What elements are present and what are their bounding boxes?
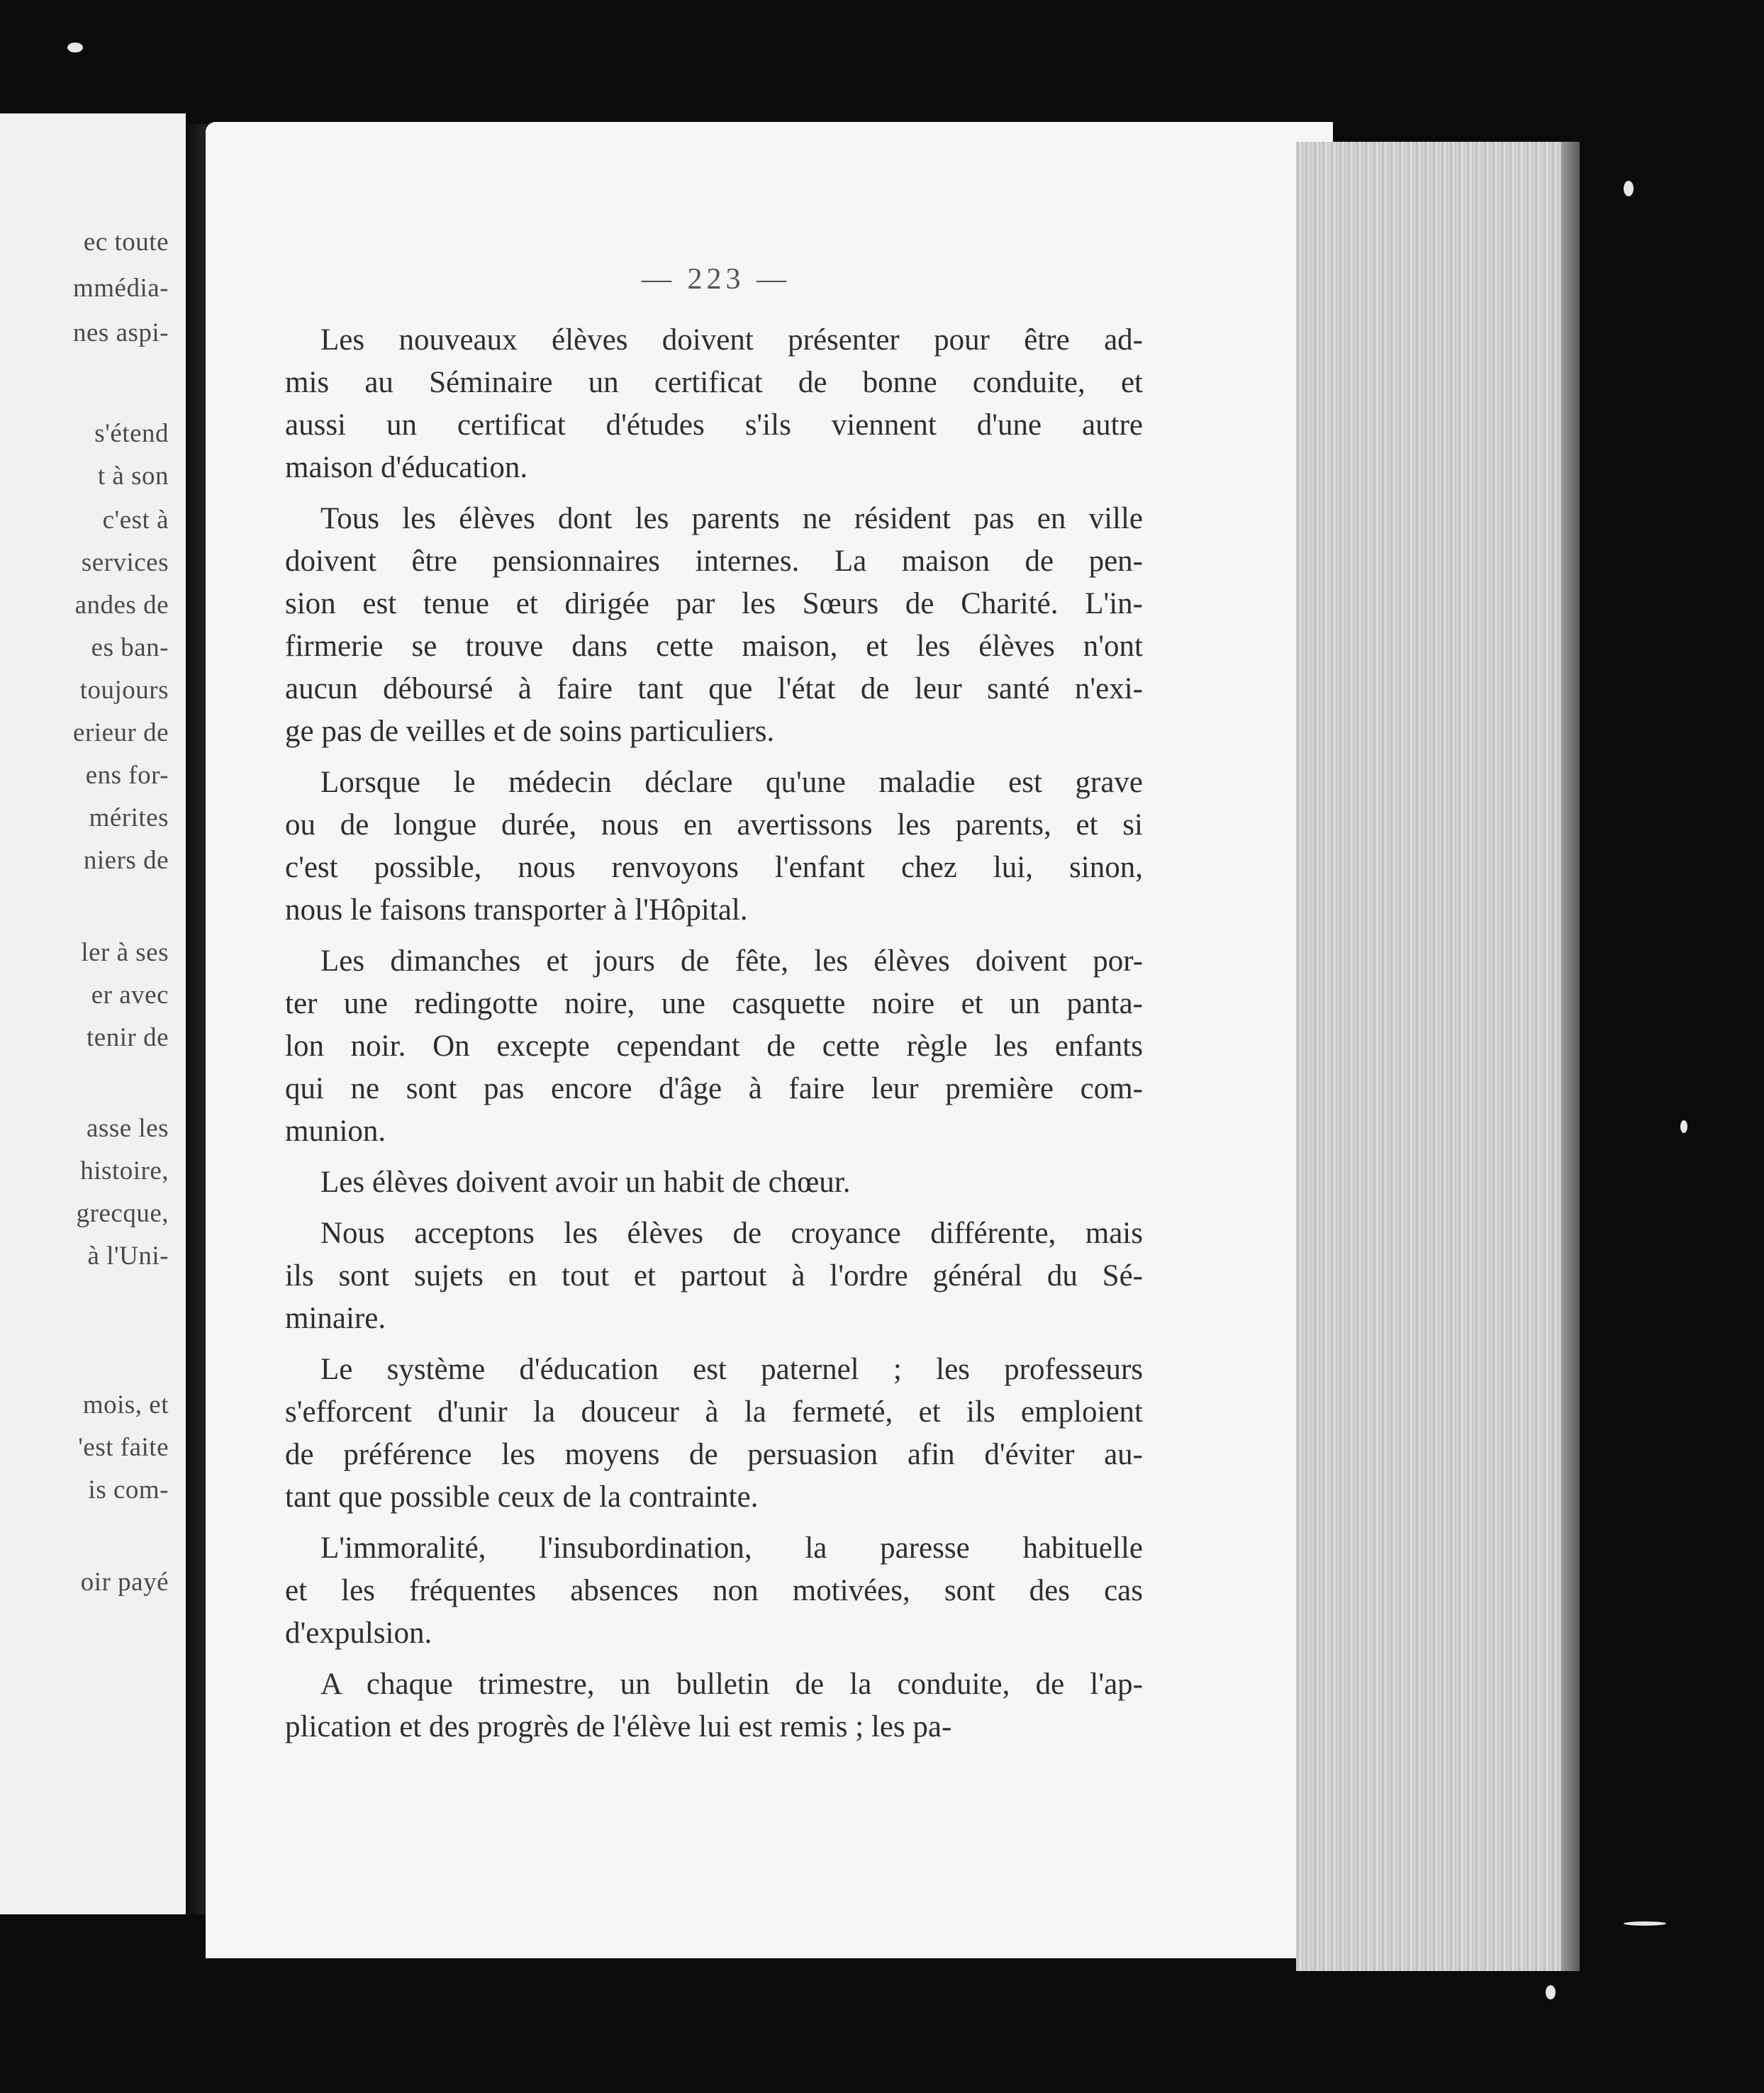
scan-speck	[1680, 1120, 1687, 1133]
left-page-fragment: 'est faite	[78, 1433, 169, 1462]
left-page-fragment: erieur de	[73, 718, 169, 747]
page-edges	[1296, 142, 1580, 1971]
paragraph	[285, 498, 1143, 753]
text-line: de préférence les moyens de persuasion afin d'éviter au-	[285, 1438, 1143, 1471]
left-page-fragment: histoire,	[80, 1156, 169, 1185]
text-line: Les élèves doivent avoir un habit de chœur.	[320, 1166, 851, 1199]
left-page-fragment: ens for-	[85, 761, 169, 790]
left-page-fragment: mois, et	[82, 1390, 169, 1419]
paragraph	[285, 1161, 1143, 1204]
left-page	[0, 113, 186, 1914]
text-line: munion.	[285, 1115, 386, 1148]
left-page-fragment: er avec	[91, 981, 169, 1010]
text-line: tant que possible ceux de la contrainte.	[285, 1480, 759, 1514]
text-line: mis au Séminaire un certificat de bonne conduite, et	[285, 366, 1143, 399]
text-line: ou de longue durée, nous en avertissons les parents, et si	[285, 808, 1143, 842]
left-page-fragment: s'étend	[94, 419, 169, 448]
text-line: s'efforcent d'unir la douceur à la fermeté, et ils emploient	[285, 1395, 1143, 1429]
text-line: Le système d'éducation est paternel ; les professeurs	[320, 1353, 1143, 1386]
text-line: ge pas de veilles et de soins particuliers.	[285, 715, 775, 748]
text-line: lon noir. On excepte cependant de cette règle les enfants	[285, 1029, 1143, 1063]
left-page-fragment: tenir de	[86, 1023, 169, 1052]
left-page-fragment: mmédia-	[72, 274, 169, 303]
paragraph	[285, 761, 1143, 932]
left-page-fragment: toujours	[79, 676, 169, 705]
left-page-fragment: mérites	[89, 803, 169, 832]
paragraph	[285, 940, 1143, 1153]
text-line: plication et des progrès de l'élève lui est remis ; les pa-	[285, 1710, 952, 1743]
text-line: Tous les élèves dont les parents ne résident pas en ville	[320, 502, 1143, 535]
left-page-fragment: à l'Uni-	[87, 1241, 169, 1271]
body-text	[285, 319, 1143, 1757]
text-line: maison d'éducation.	[285, 451, 528, 484]
text-line: c'est possible, nous renvoyons l'enfant chez lui, sinon,	[285, 851, 1143, 884]
left-page-fragment: andes de	[74, 591, 169, 620]
scan-speck	[1546, 1985, 1556, 1999]
text-line: Les nouveaux élèves doivent présenter pour être ad-	[320, 323, 1143, 357]
text-line: L'immoralité, l'insubordination, la paresse habituelle	[320, 1531, 1143, 1565]
left-page-fragment: ler à ses	[81, 938, 169, 967]
left-page-fragment: grecque,	[76, 1199, 169, 1228]
text-line: nous le faisons transporter à l'Hôpital.	[285, 893, 748, 927]
left-page-fragment: oir payé	[80, 1568, 169, 1597]
left-page-fragment: niers de	[83, 846, 169, 875]
text-line: ter une redingotte noire, une casquette noire et un panta-	[285, 987, 1143, 1020]
text-line: sion est tenue et dirigée par les Sœurs de Charité. L'in-	[285, 587, 1143, 620]
paragraph	[285, 1527, 1143, 1655]
text-line: ils sont sujets en tout et partout à l'ordre général du Sé-	[285, 1259, 1143, 1293]
text-line: Nous acceptons les élèves de croyance différente, mais	[320, 1217, 1143, 1250]
text-line: qui ne sont pas encore d'âge à faire leur première com-	[285, 1072, 1143, 1105]
page-number: — 223 —	[642, 263, 791, 296]
scan-speck	[67, 43, 83, 52]
left-page-fragment: ec toute	[83, 228, 169, 257]
scan-speck	[1624, 1921, 1666, 1926]
left-page-fragment: nes aspi-	[73, 318, 169, 347]
left-page-fragment: c'est à	[102, 506, 169, 535]
text-line: aucun déboursé à faire tant que l'état de leur santé n'exi-	[285, 672, 1143, 705]
scan-speck	[1624, 181, 1634, 196]
paragraph	[285, 1212, 1143, 1340]
text-line: Lorsque le médecin déclare qu'une maladie est grave	[320, 766, 1143, 799]
left-page-fragment: asse les	[86, 1114, 169, 1143]
left-page-fragment: is com-	[88, 1475, 169, 1505]
paragraph	[285, 1349, 1143, 1519]
paragraph	[285, 1663, 1143, 1748]
text-line: doivent être pensionnaires internes. La maison de pen-	[285, 545, 1143, 578]
text-line: aussi un certificat d'études s'ils viennent d'une autre	[285, 408, 1143, 442]
paragraph	[285, 319, 1143, 489]
left-page-fragment: t à son	[97, 462, 169, 491]
left-page-fragment: es ban-	[91, 633, 169, 662]
text-line: et les fréquentes absences non motivées, sont des cas	[285, 1574, 1143, 1607]
text-line: A chaque trimestre, un bulletin de la conduite, de l'ap-	[320, 1668, 1143, 1701]
text-line: d'expulsion.	[285, 1617, 432, 1650]
text-line: Les dimanches et jours de fête, les élèves doivent por-	[320, 944, 1143, 978]
text-line: minaire.	[285, 1302, 386, 1335]
left-page-fragment: services	[81, 548, 169, 577]
text-line: firmerie se trouve dans cette maison, et les élèves n'ont	[285, 630, 1143, 663]
